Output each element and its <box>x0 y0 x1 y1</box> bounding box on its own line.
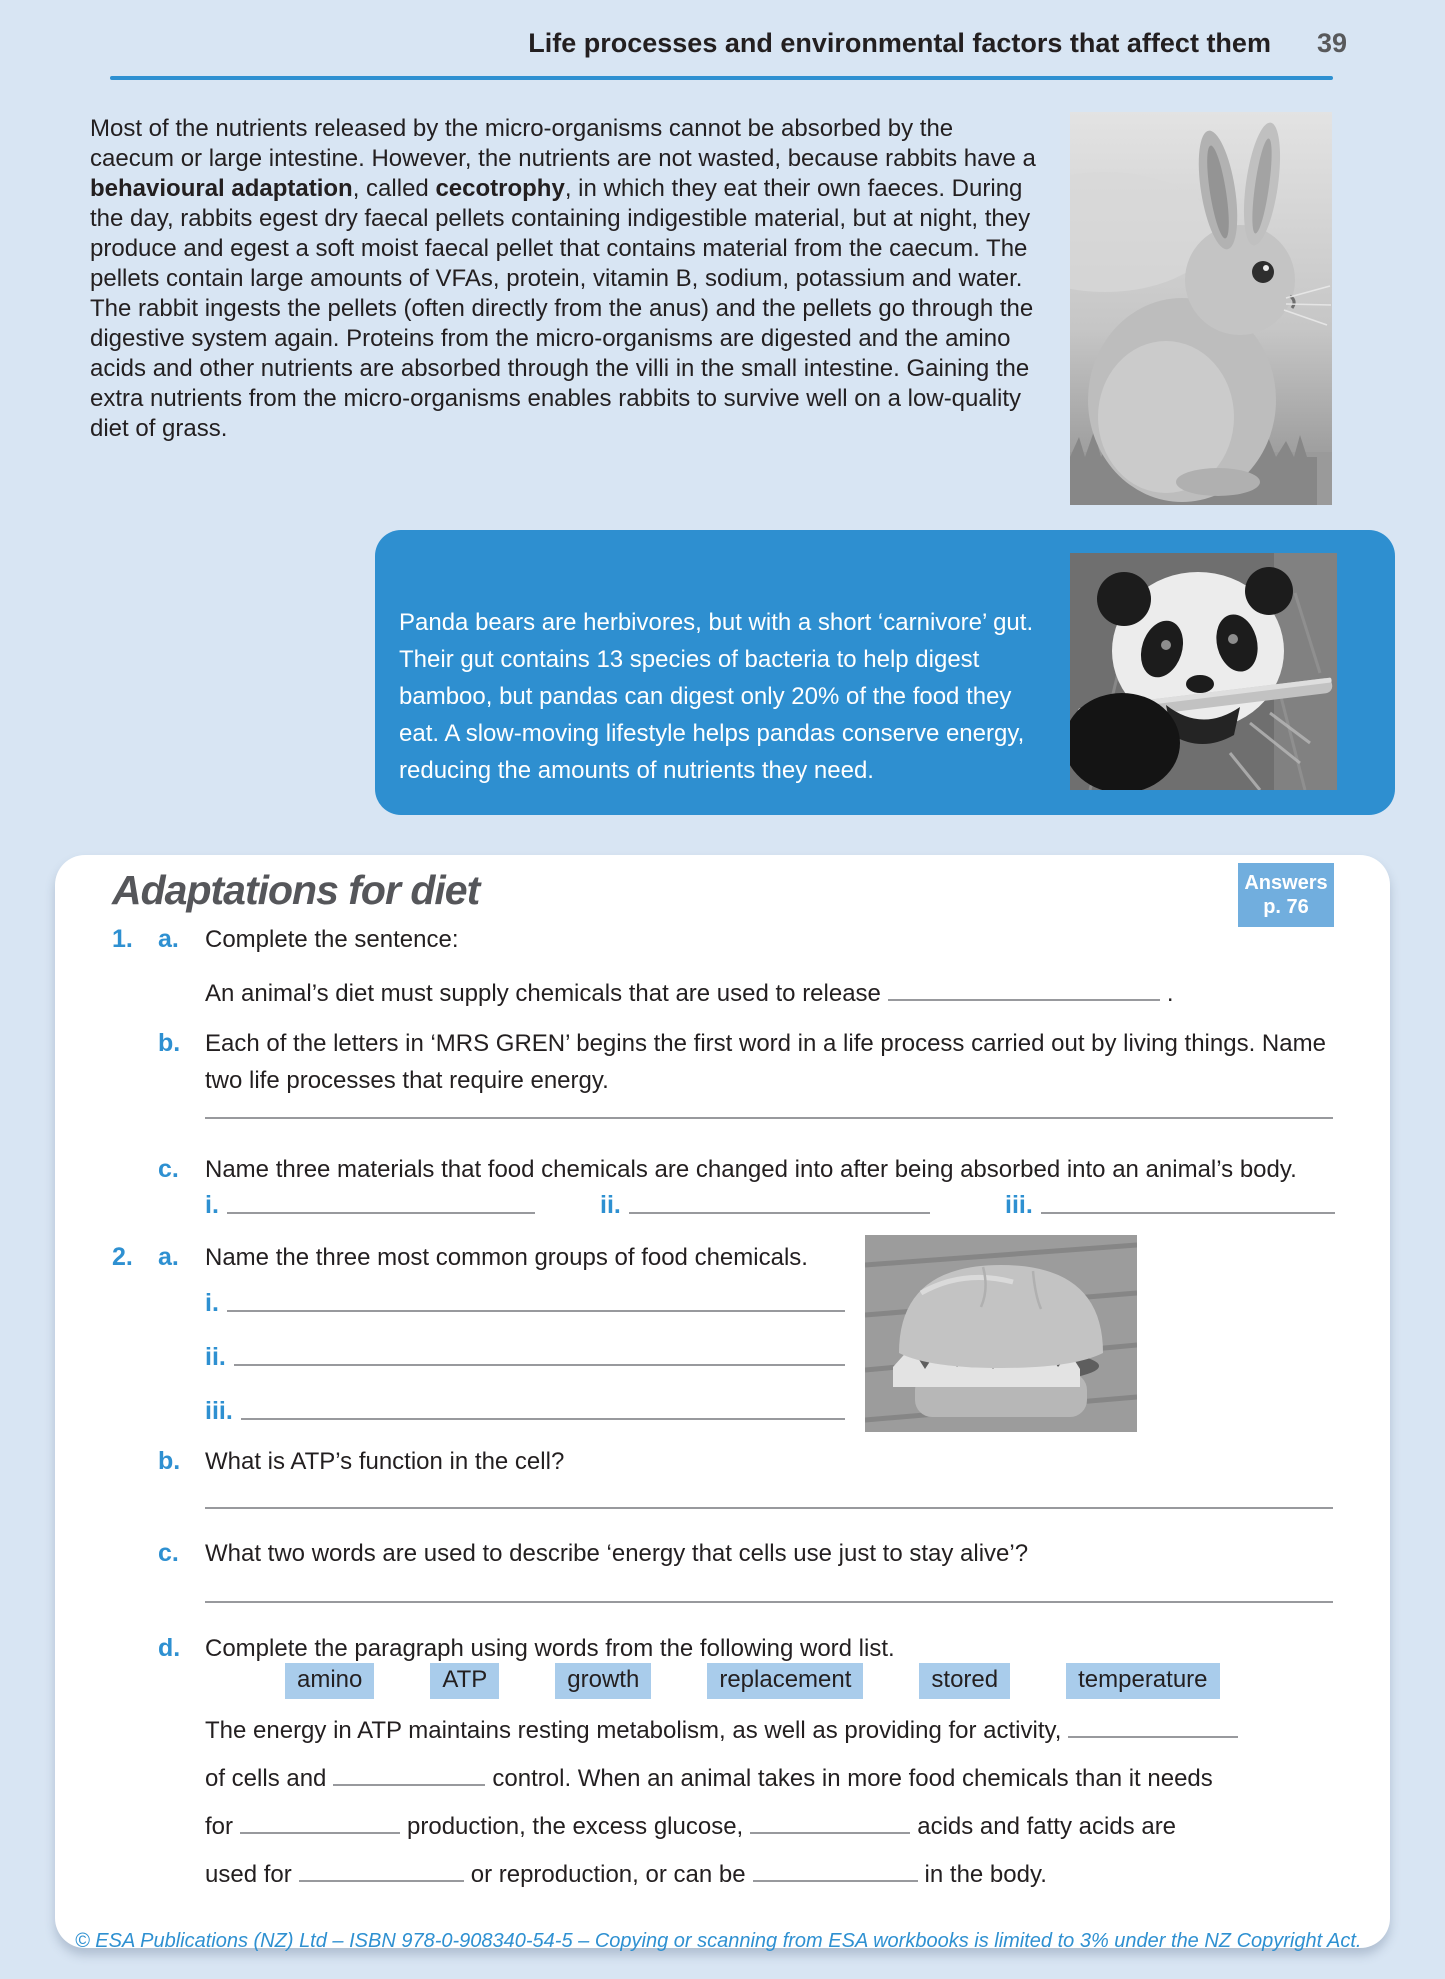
q1c-answer-iii <box>1005 1193 1335 1218</box>
q2a-answer-iii <box>205 1399 845 1424</box>
q1a-sentence: An animal’s diet must supply chemicals that are used to release . <box>205 980 1174 1007</box>
answers-badge-line1: Answers <box>1244 872 1328 894</box>
word-chip: amino <box>285 1663 374 1699</box>
q1b-letter: b. <box>158 1029 181 1057</box>
page-number: 39 <box>1316 28 1347 58</box>
q1b-text: Each of the letters in ‘MRS GREN’ begins the first word in a life process carried out by living things. Name two life processes that require energy. <box>205 1030 1326 1094</box>
answer-line[interactable] <box>205 1507 1333 1509</box>
q2b-text: What is ATP’s function in the cell? <box>205 1448 565 1475</box>
roman-iii-label: iii. <box>205 1397 233 1425</box>
page-header <box>110 28 1347 59</box>
roman-iii-label: iii. <box>1005 1191 1033 1219</box>
answer-blank[interactable] <box>753 1862 918 1882</box>
answer-line[interactable] <box>629 1212 930 1214</box>
copyright-footer: © ESA Publications (NZ) Ltd – ISBN 978-0-908340-54-5 – Copying or scanning from ESA workbooks is limited to 3% under the NZ Copyright Act. <box>75 1930 1362 1952</box>
answer-blank[interactable] <box>333 1766 485 1786</box>
word-chip: stored <box>919 1663 1010 1699</box>
q1a-text: Complete the sentence: <box>205 926 459 953</box>
roman-ii-label: ii. <box>600 1191 621 1219</box>
q1-number: 1. <box>112 925 133 953</box>
intro-paragraph: Most of the nutrients released by the micro-organisms cannot be absorbed by the caecum or large intestine. However, the nutrients are not wasted, because rabbits have a behavioural adaptation, called cecotrophy, in which they eat their own faeces. During the day, rabbits egest dry faecal pellets containing indigestible material, but at night, they produce and egest a soft moist faecal pellet that contains material from the caecum. The pellets contain large amounts of VFAs, protein, vitamin B, sodium, potassium and water. The rabbit ingests the pellets (often directly from the anus) and the pellets go through the digestive system again. Proteins from the micro-organisms are digested and the amino acids and other nutrients are absorbed through the villi in the small intestine. Gaining the extra nutrients from the micro-organisms enables rabbits to survive well on a low-quality diet of grass. <box>90 115 1036 442</box>
q2b-letter: b. <box>158 1447 181 1475</box>
q1c-answer-i <box>205 1193 535 1218</box>
q2d-text: Complete the paragraph using words from the following word list. <box>205 1635 895 1662</box>
word-list <box>285 1663 1220 1699</box>
answer-line[interactable] <box>227 1310 845 1312</box>
word-chip: ATP <box>430 1663 499 1699</box>
q2a-letter: a. <box>158 1243 179 1271</box>
q2c-letter: c. <box>158 1539 179 1567</box>
panda-callout-text: Panda bears are herbivores, but with a short ‘carnivore’ gut. Their gut contains 13 species of bacteria to help digest bamboo, but pandas can digest only 20% of the food they eat. A slow-moving lifestyle helps pandas conserve energy, reducing the amounts of nutrients they need. <box>399 609 1034 784</box>
answers-badge-line2: p. 76 <box>1263 896 1309 918</box>
q1c-text: Name three materials that food chemicals are changed into after being absorbed into an animal’s body. <box>205 1156 1297 1183</box>
answer-line[interactable] <box>241 1418 845 1420</box>
answer-line[interactable] <box>227 1212 535 1214</box>
q1c-letter: c. <box>158 1155 179 1183</box>
word-chip: growth <box>555 1663 651 1699</box>
section-title: Adaptations for diet <box>112 867 480 913</box>
header-divider <box>110 76 1333 80</box>
fill-paragraph-line: The energy in ATP maintains resting metabolism, as well as providing for activity, <box>205 1717 1375 1765</box>
word-chip: replacement <box>707 1663 863 1699</box>
panda-photo <box>1070 553 1337 790</box>
fill-paragraph-line: for production, the excess glucose, acids and fatty acids are <box>205 1813 1177 1840</box>
panda-callout <box>375 530 1395 815</box>
q2d-letter: d. <box>158 1634 181 1662</box>
answers-badge <box>1238 863 1334 927</box>
answer-blank[interactable] <box>1068 1718 1238 1738</box>
answer-blank[interactable] <box>240 1814 400 1834</box>
fill-paragraph <box>205 1717 1375 1909</box>
answer-line[interactable] <box>205 1117 1333 1119</box>
fill-paragraph-line: used for or reproduction, or can be in the body. <box>205 1861 1047 1888</box>
rabbit-photo <box>1070 112 1332 505</box>
q2-number: 2. <box>112 1243 133 1271</box>
word-chip: temperature <box>1066 1663 1219 1699</box>
answer-line[interactable] <box>1041 1212 1335 1214</box>
worksheet-panel <box>55 855 1390 1948</box>
q2a-text: Name the three most common groups of food chemicals. <box>205 1244 808 1271</box>
fill-paragraph-line: of cells and control. When an animal takes in more food chemicals than it needs <box>205 1765 1213 1792</box>
answer-blank[interactable] <box>888 981 1160 1001</box>
answer-blank[interactable] <box>299 1862 464 1882</box>
answer-line[interactable] <box>234 1364 845 1366</box>
q2a-answer-ii <box>205 1345 845 1370</box>
answer-line[interactable] <box>205 1601 1333 1603</box>
page-title: Life processes and environmental factors that affect them <box>528 28 1271 58</box>
q1c-answer-ii <box>600 1193 930 1218</box>
roman-ii-label: ii. <box>205 1343 226 1371</box>
burger-photo <box>865 1235 1137 1432</box>
q1a-letter: a. <box>158 925 179 953</box>
roman-i-label: i. <box>205 1191 219 1219</box>
q2a-answer-i <box>205 1291 845 1316</box>
answer-blank[interactable] <box>750 1814 910 1834</box>
roman-i-label: i. <box>205 1289 219 1317</box>
q2c-text: What two words are used to describe ‘energy that cells use just to stay alive’? <box>205 1540 1029 1567</box>
